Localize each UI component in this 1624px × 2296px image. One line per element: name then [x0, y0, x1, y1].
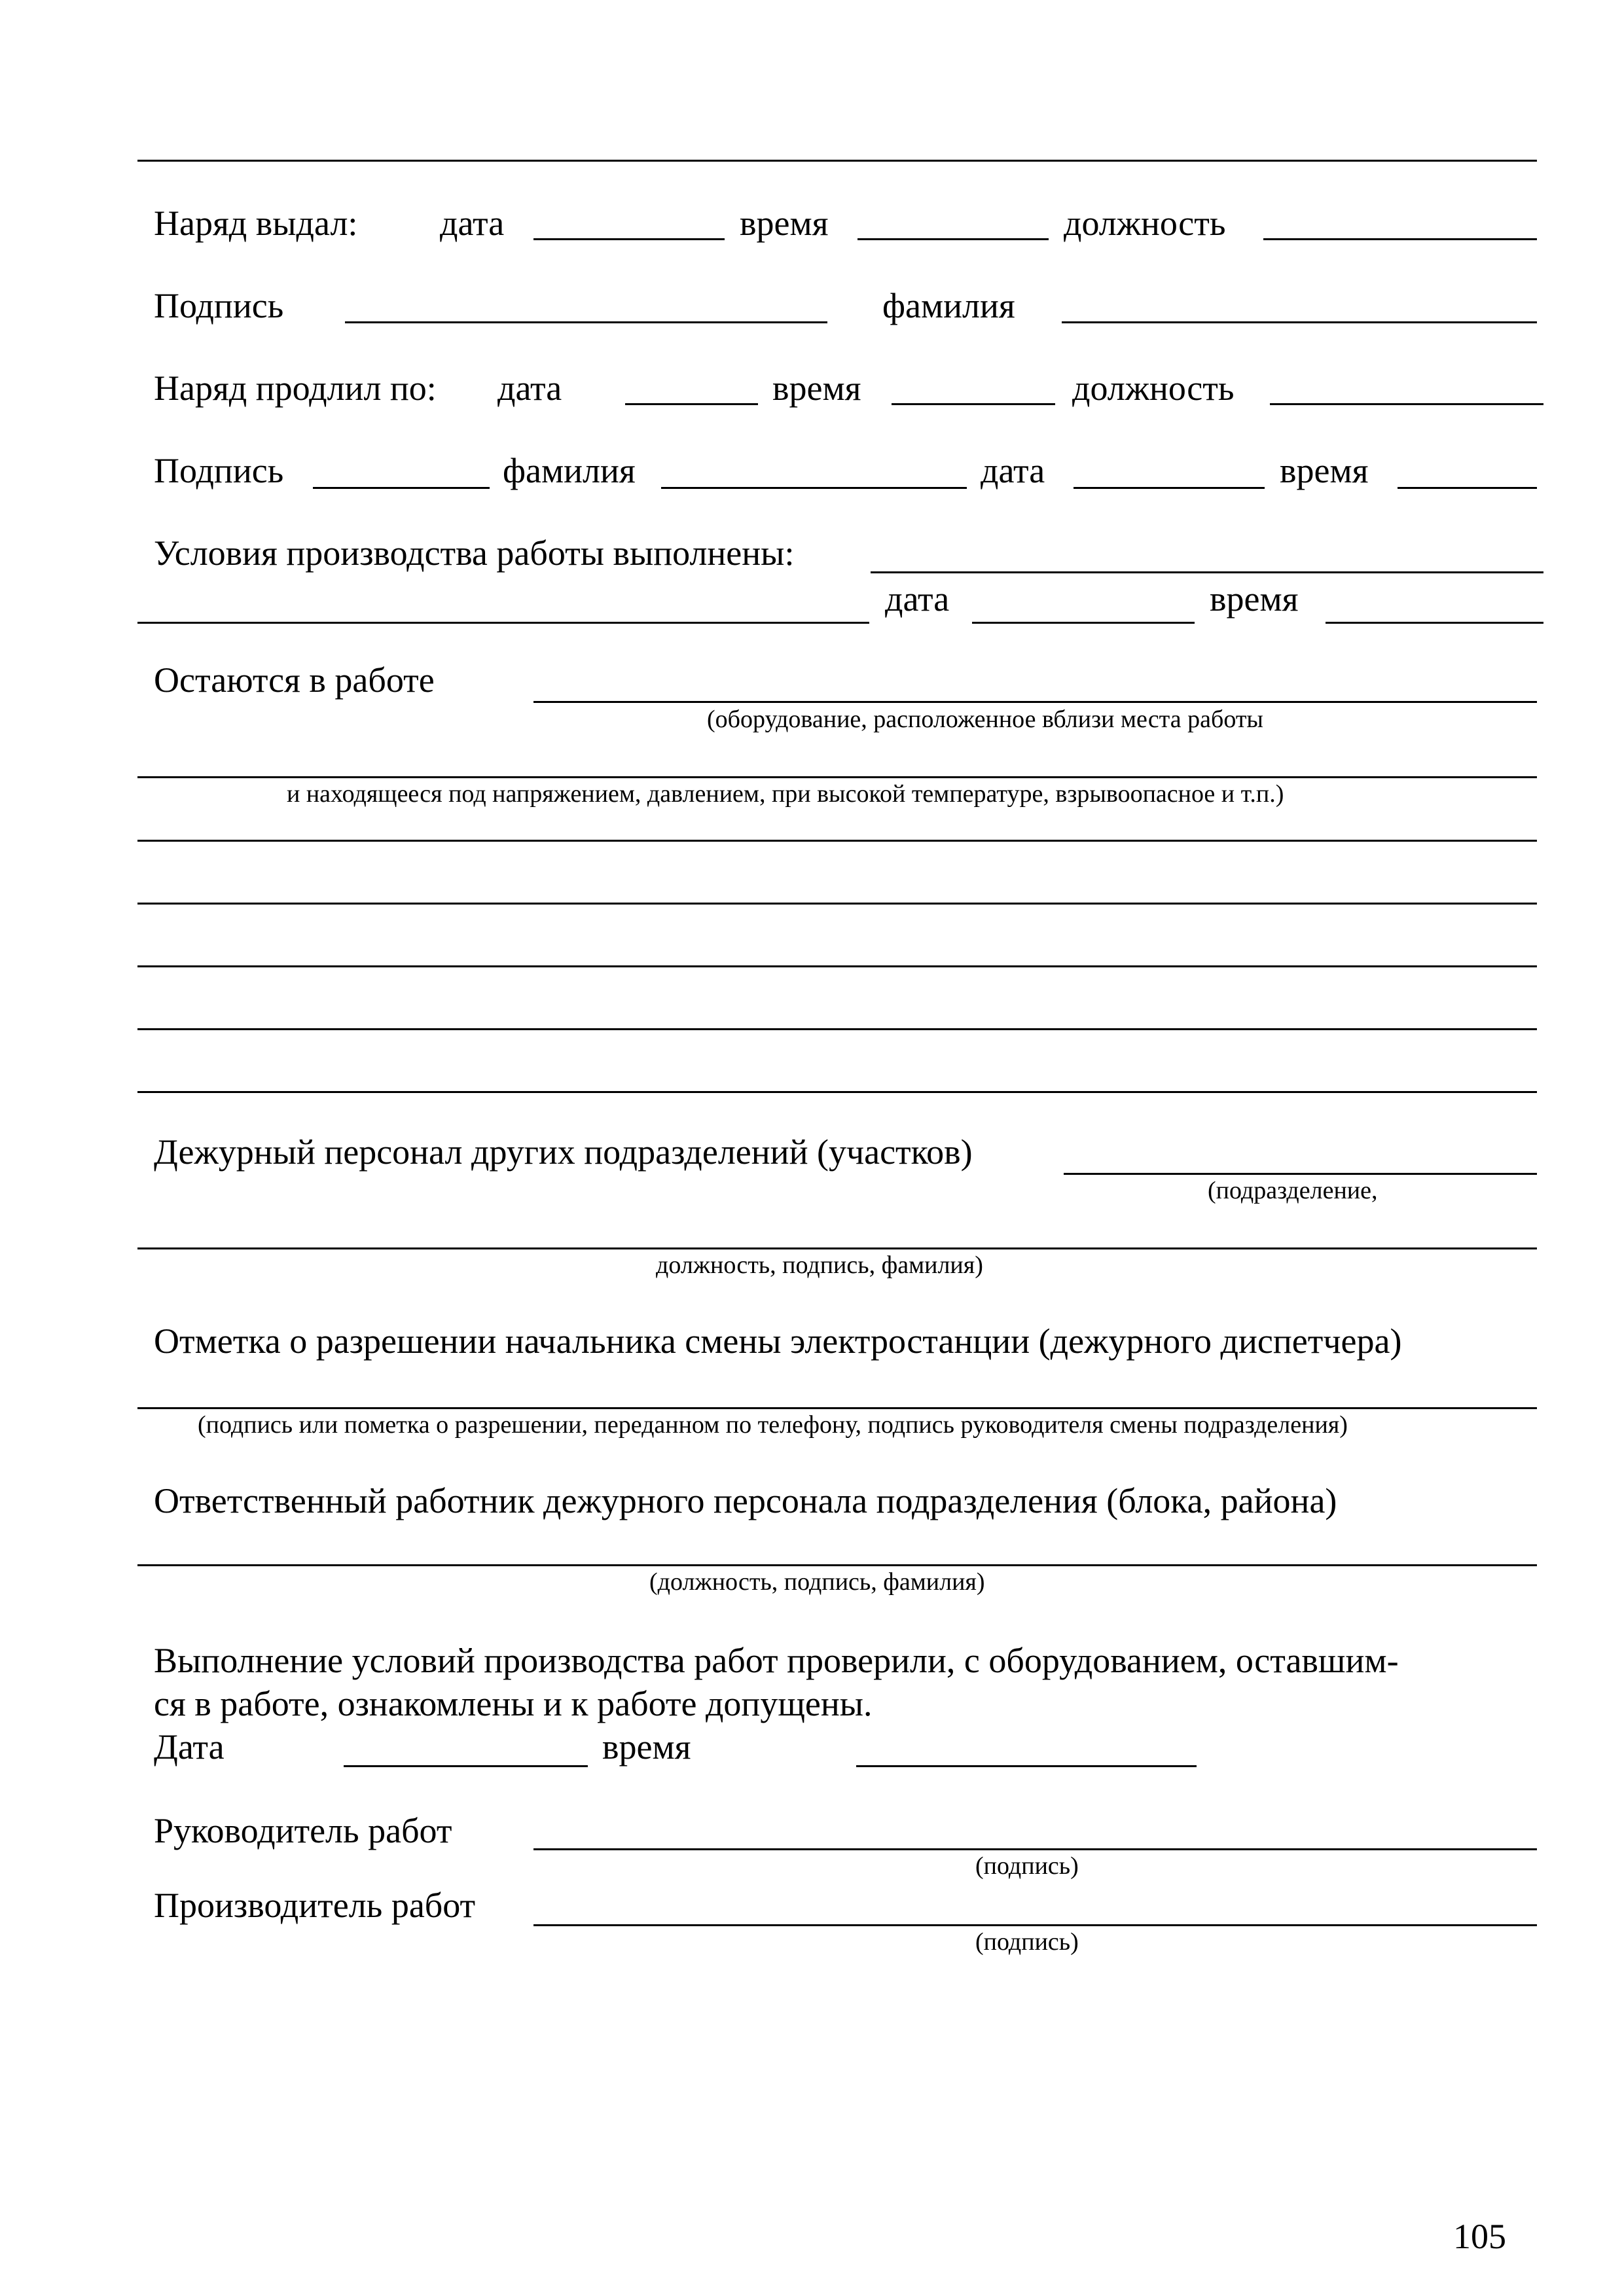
duty-other-field-1[interactable] [1064, 1173, 1537, 1175]
issued-time-field[interactable] [857, 238, 1049, 240]
conditions-field-1[interactable] [871, 571, 1543, 573]
issued-date-field[interactable] [533, 238, 725, 240]
duty-other-label: Дежурный персонал других подразделений (участков) [154, 1132, 973, 1172]
verification-date-label: Дата [154, 1727, 225, 1767]
remain-field-2[interactable] [137, 776, 1537, 778]
issued-position-label: должность [1064, 204, 1226, 243]
duty-other-caption-2: должность, подпись, фамилия) [656, 1251, 983, 1279]
extended-sig-time-label: время [1280, 451, 1369, 490]
remain-field-3[interactable] [137, 840, 1537, 842]
conditions-date-field[interactable] [972, 622, 1195, 624]
extended-surname-label: фамилия [503, 451, 636, 490]
permission-label: Отметка о разрешении начальника смены электростанции (дежурного диспетчера) [154, 1321, 1402, 1361]
issued-label: Наряд выдал: [154, 204, 358, 243]
extended-label: Наряд продлил по: [154, 368, 437, 408]
verification-line-1: Выполнение условий производства работ проверили, с оборудованием, оставшим- [154, 1641, 1399, 1680]
verification-time-label: время [602, 1727, 691, 1767]
verification-time-field[interactable] [856, 1765, 1197, 1767]
performer-caption: (подпись) [975, 1928, 1079, 1956]
supervisor-caption: (подпись) [975, 1852, 1079, 1880]
remain-caption-1: (оборудование, расположенное вблизи места работы [707, 706, 1263, 733]
permission-caption: (подпись или пометка о разрешении, переданном по телефону, подпись руководителя смены подразделения) [198, 1411, 1348, 1439]
duty-other-field-2[interactable] [137, 1247, 1537, 1249]
supervisor-signature-field[interactable] [533, 1848, 1537, 1850]
issued-time-label: время [740, 204, 829, 243]
duty-other-caption-1: (подразделение, [1208, 1177, 1378, 1204]
extended-sig-time-field[interactable] [1398, 487, 1537, 489]
issued-signature-field[interactable] [345, 321, 827, 323]
conditions-label: Условия производства работы выполнены: [154, 533, 795, 573]
issued-date-label: дата [440, 204, 505, 243]
conditions-field-2[interactable] [137, 622, 869, 624]
responsible-field[interactable] [137, 1564, 1537, 1566]
responsible-caption: (должность, подпись, фамилия) [649, 1568, 985, 1596]
extended-time-field[interactable] [892, 403, 1055, 405]
extended-sig-date-field[interactable] [1074, 487, 1265, 489]
issued-surname-field[interactable] [1062, 321, 1537, 323]
remain-caption-2: и находящееся под напряжением, давлением, при высокой температуре, взрывоопасное и т.п.) [287, 780, 1284, 808]
issued-signature-label: Подпись [154, 286, 284, 325]
extended-time-label: время [772, 368, 861, 408]
supervisor-label: Руководитель работ [154, 1811, 452, 1850]
extended-date-label: дата [497, 368, 562, 408]
performer-signature-field[interactable] [533, 1924, 1537, 1926]
remain-field-6[interactable] [137, 1028, 1537, 1030]
verification-date-field[interactable] [344, 1765, 588, 1767]
remain-label: Остаются в работе [154, 660, 435, 700]
remain-field-4[interactable] [137, 903, 1537, 905]
responsible-label: Ответственный работник дежурного персонала подразделения (блока, района) [154, 1481, 1337, 1520]
extended-surname-field[interactable] [661, 487, 967, 489]
issued-position-field[interactable] [1263, 238, 1537, 240]
extended-signature-field[interactable] [313, 487, 490, 489]
performer-label: Производитель работ [154, 1886, 476, 1925]
verification-line-2: ся в работе, ознакомлены и к работе допущены. [154, 1684, 873, 1723]
extended-position-label: должность [1072, 368, 1235, 408]
header-rule [137, 160, 1537, 162]
conditions-time-field[interactable] [1326, 622, 1543, 624]
extended-date-field[interactable] [625, 403, 758, 405]
page-number: 105 [1453, 2217, 1506, 2256]
issued-surname-label: фамилия [882, 286, 1015, 325]
remain-field-1[interactable] [533, 701, 1537, 703]
remain-field-5[interactable] [137, 965, 1537, 967]
extended-signature-label: Подпись [154, 451, 284, 490]
conditions-date-label: дата [885, 579, 950, 619]
remain-field-7[interactable] [137, 1091, 1537, 1093]
conditions-time-label: время [1210, 579, 1299, 619]
extended-sig-date-label: дата [981, 451, 1045, 490]
permission-field[interactable] [137, 1407, 1537, 1409]
extended-position-field[interactable] [1270, 403, 1543, 405]
